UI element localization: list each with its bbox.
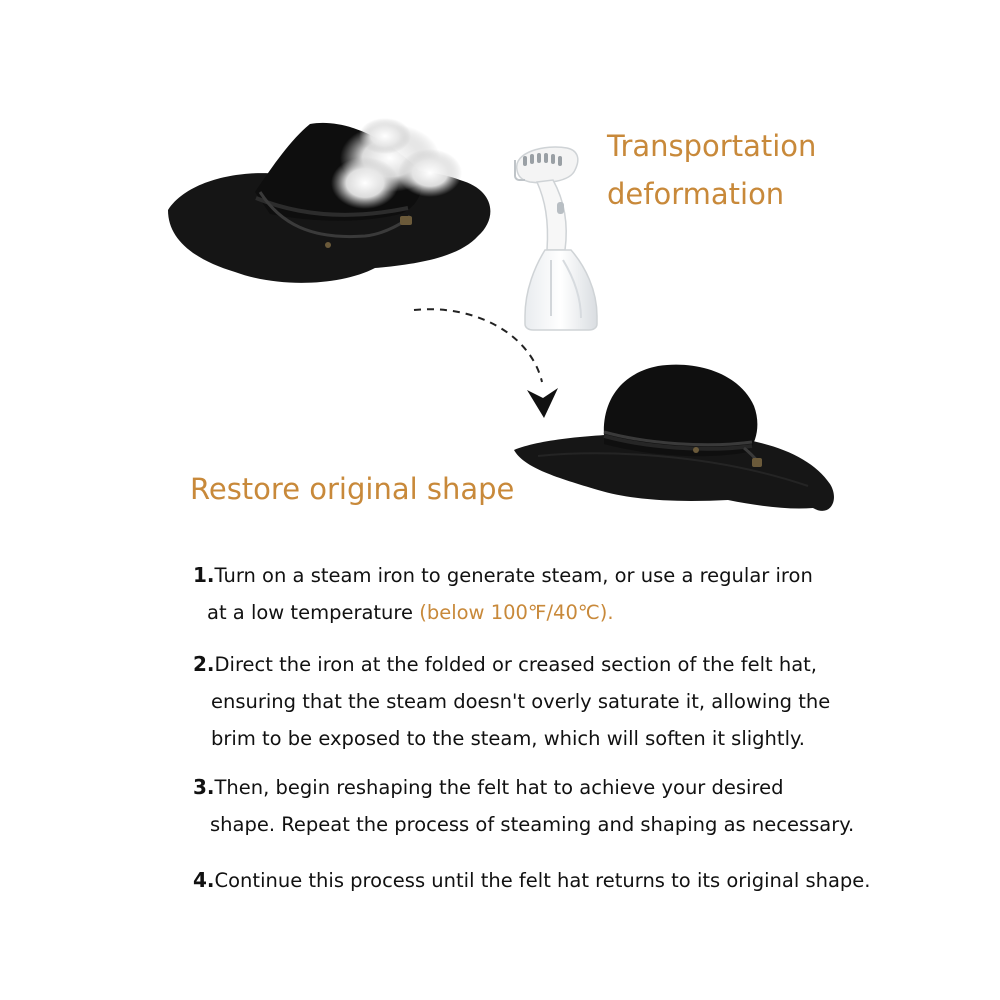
- step-1-line-2: [193, 594, 833, 631]
- step-text: Continue this process until the felt hat returns to its original shape.: [214, 869, 871, 892]
- step-2-line-1: [193, 646, 833, 683]
- step-text: Direct the iron at the folded or creased section of the felt hat,: [214, 653, 817, 676]
- step-1: [193, 557, 833, 631]
- restored-hat-icon: [508, 360, 848, 522]
- transportation-deformation-heading: [607, 122, 816, 218]
- step-2-line-3: brim to be exposed to the steam, which will soften it slightly.: [211, 727, 805, 750]
- step-2: [193, 646, 833, 757]
- step-3-line-2: shape. Repeat the process of steaming and shaping as necessary.: [210, 813, 855, 836]
- step-4-line-1: [193, 862, 871, 899]
- step-1-line-1: [193, 557, 833, 594]
- step-number: 3.: [193, 775, 215, 799]
- step-text: at a low temperature: [207, 601, 420, 624]
- temperature-highlight: (below 100℉/40℃).: [419, 601, 614, 624]
- step-4: [193, 862, 871, 899]
- step-text: Turn on a steam iron to generate steam, or use a regular iron: [214, 564, 813, 587]
- step-number: 2.: [193, 652, 215, 676]
- step-2-line-2: ensuring that the steam doesn't overly saturate it, allowing the: [211, 690, 831, 713]
- heading-line-2: deformation: [607, 177, 785, 211]
- step-text: Then, begin reshaping the felt hat to achieve your desired: [214, 776, 784, 799]
- deformed-hat-icon: [160, 118, 500, 293]
- step-3: [193, 769, 855, 843]
- step-number: 1.: [193, 563, 215, 587]
- restore-original-shape-heading: Restore original shape: [190, 472, 515, 506]
- step-3-line-1: [193, 769, 833, 806]
- step-number: 4.: [193, 868, 215, 892]
- heading-line-1: Transportation: [607, 129, 817, 163]
